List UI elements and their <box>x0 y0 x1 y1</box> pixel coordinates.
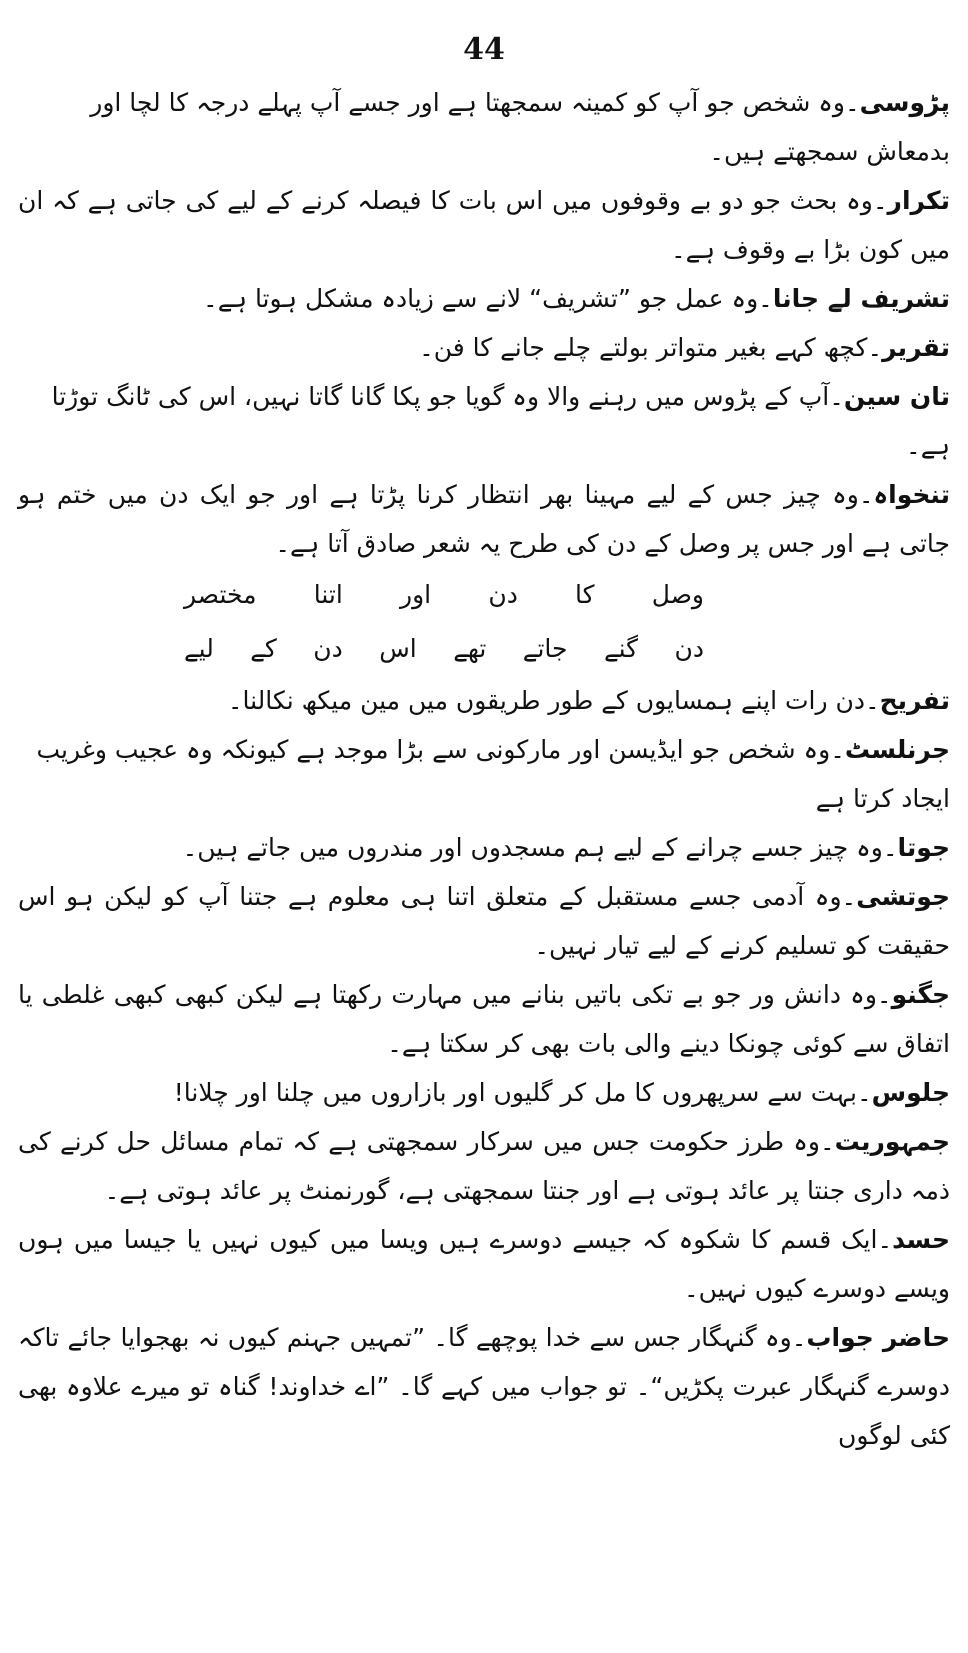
entry-separator: ۔ <box>882 833 898 862</box>
couplet-line-2: دن گنے جاتے تھے اس دن کے لیے <box>184 634 704 663</box>
entry-separator: ۔ <box>830 735 845 764</box>
entry-tansen <box>18 372 950 470</box>
entry-joota <box>18 823 950 872</box>
entry-term: حسد <box>892 1225 950 1254</box>
entries-section-1 <box>18 78 950 568</box>
entry-definition: ایک قسم کا شکوہ کہ جیسے دوسرے ہیں ویسا میں کیوں نہیں یا جیسا میں ہوں ویسے دوسرے کیوں نہیں۔ <box>18 1225 950 1303</box>
entry-term: تشریف لے جانا <box>772 284 950 313</box>
entry-term: پڑوسی <box>859 88 950 117</box>
entry-definition: دن رات اپنے ہمسایوں کے طور طریقوں میں مین میکھ نکالنا۔ <box>227 686 865 715</box>
entry-definition: وہ شخص جو آپ کو کمینہ سمجھتا ہے اور جسے آپ پہلے درجہ کا لچا اور بدمعاش سمجھتے ہیں۔ <box>90 88 950 166</box>
entry-term: جگنو <box>891 980 950 1009</box>
entry-definition: کچھ کہے بغیر متواتر بولتے چلے جانے کا فن۔ <box>419 333 868 362</box>
entry-definition: وہ گنہگار جس سے خدا پوچھے گا۔ ”تمہیں جہنم کیوں نہ بھجوایا جائے تاکہ دوسرے گنہگار عبرت پکڑیں“۔ تو جواب میں کہے گا۔ ”اے خداوند! گناہ تو میرے علاوہ بھی کئی لوگوں <box>18 1323 950 1450</box>
entry-separator: ۔ <box>877 1225 893 1254</box>
entry-term: جمہوریت <box>834 1127 950 1156</box>
entry-definition: آپ کے پڑوس میں رہنے والا وہ گویا جو پکا گانا گاتا نہیں، اس کی ٹانگ توڑتا ہے۔ <box>51 382 950 460</box>
entry-term: جوتا <box>897 833 950 862</box>
entry-separator: ۔ <box>791 1323 807 1352</box>
entry-definition: وہ چیز جسے چرانے کے لیے ہم مسجدوں اور مندروں میں جاتے ہیں۔ <box>182 833 883 862</box>
entry-term: جرنلسٹ <box>844 735 950 764</box>
entry-term: جوتشی <box>856 882 950 911</box>
entry-separator: ۔ <box>819 1127 835 1156</box>
entry-separator: ۔ <box>858 480 874 509</box>
entry-parosi <box>18 78 950 176</box>
entry-term: جلوس <box>871 1078 950 1107</box>
entry-definition: وہ شخص جو ایڈیسن اور مارکونی سے بڑا موجد ہے کیونکہ وہ عجیب وغریب ایجاد کرتا ہے <box>36 735 950 813</box>
entry-jamhooriyat <box>18 1117 950 1215</box>
entry-juloos <box>18 1068 950 1117</box>
entry-definition: وہ آدمی جسے مستقبل کے متعلق اتنا ہی معلوم ہے جتنا آپ کو لیکن ہو اس حقیقت کو تسلیم کرنے کے لیے تیار نہیں۔ <box>18 882 950 960</box>
entry-definition: وہ دانش ور جو بے تکی باتیں بنانے میں مہارت رکھتا ہے لیکن کبھی کبھی غلطی یا اتفاق سے کوئی چونکا دینے والی بات بھی کر سکتا ہے۔ <box>18 980 950 1058</box>
entry-separator: ۔ <box>876 980 892 1009</box>
entry-jugnu <box>18 970 950 1068</box>
entry-tankhwah <box>18 470 950 568</box>
entry-definition: وہ بحث جو دو بے وقوفوں میں اس بات کا فیصلہ کرنے کے لیے کی جاتی ہے کہ ان میں کون بڑا بے وقوف ہے۔ <box>18 186 950 264</box>
entry-term: تکرار <box>887 186 950 215</box>
entry-definition: بہت سے سرپھروں کا مل کر گلیوں اور بازاروں میں چلنا اور چلانا! <box>173 1078 857 1107</box>
entry-term: تقریر <box>882 333 950 362</box>
couplet <box>184 568 784 676</box>
entry-journalist <box>18 725 950 823</box>
entry-definition: وہ عمل جو ”تشریف“ لانے سے زیادہ مشکل ہوتا ہے۔ <box>203 284 759 313</box>
entry-term: تان سین <box>843 382 950 411</box>
entry-term: تفریح <box>879 686 950 715</box>
entry-separator: ۔ <box>872 186 888 215</box>
entry-hasad <box>18 1215 950 1313</box>
entry-jotshi <box>18 872 950 970</box>
entry-separator: ۔ <box>841 882 857 911</box>
entry-definition: وہ طرز حکومت جس میں سرکار سمجھتی ہے کہ تمام مسائل حل کرنے کی ذمہ داری جنتا پر عائد ہوتی ہے اور جنتا سمجھتی ہے، گورنمنٹ پر عائد ہوتی ہے۔ <box>18 1127 950 1205</box>
entry-taqreer <box>18 323 950 372</box>
entry-separator: ۔ <box>758 284 773 313</box>
entry-hazir-jawab <box>18 1313 950 1460</box>
entry-tashreef <box>18 274 950 323</box>
couplet-line-1: وصل کا دن اور اتنا مختصر <box>184 580 704 609</box>
entry-separator: ۔ <box>867 333 883 362</box>
entry-term: تنخواہ <box>873 480 950 509</box>
entry-takrar <box>18 176 950 274</box>
entry-tafreeh <box>18 676 950 725</box>
entries-section-2 <box>18 676 950 1460</box>
entry-separator: ۔ <box>829 382 844 411</box>
entry-separator: ۔ <box>844 88 860 117</box>
entry-separator: ۔ <box>856 1078 872 1107</box>
page-number: 44 <box>463 32 505 67</box>
entry-separator: ۔ <box>865 686 880 715</box>
entry-term: حاضر جواب <box>806 1323 950 1352</box>
entry-definition: وہ چیز جس کے لیے مہینا بھر انتظار کرنا پڑتا ہے اور جو ایک دن میں ختم ہو جاتی ہے اور جس پر وصل کے دن کی طرح یہ شعر صادق آتا ہے۔ <box>18 480 950 558</box>
